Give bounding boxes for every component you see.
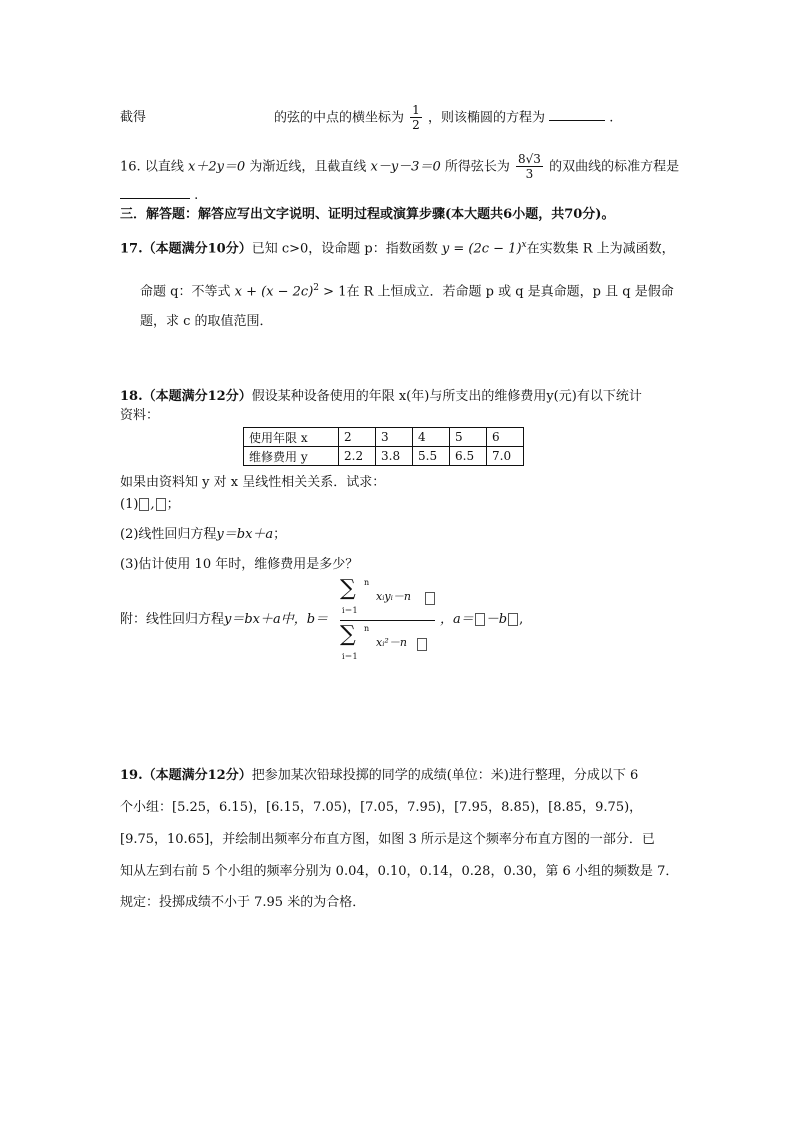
- q16-fraction: [516, 152, 543, 182]
- q15-frac-num: 1: [412, 103, 420, 117]
- q17-text2a: 命题 q：不等式: [140, 284, 231, 300]
- q17-function: y = (2c − 1): [441, 241, 522, 257]
- q16-line: [120, 152, 679, 182]
- b-hat-label: b＝: [306, 612, 329, 627]
- q15-answer-blank: [549, 120, 605, 121]
- q16-answer-blank: [120, 198, 190, 199]
- q18-appendix: [120, 612, 328, 628]
- sum-lower: i＝1: [342, 652, 358, 661]
- sum-symbol-icon: ∑: [340, 576, 356, 601]
- q18-part1: (1) , ；: [120, 497, 180, 512]
- q19-line5: 规定：投掷成绩不小于 7.95 米的为合格．: [120, 895, 366, 910]
- q16-text1: 以直线: [144, 159, 184, 175]
- sum-upper: n: [364, 624, 370, 633]
- q18-data-table: [243, 427, 524, 466]
- a-hat-label: ，a＝: [440, 612, 474, 627]
- table-cell: 6.5: [450, 447, 487, 466]
- q15-frac-den: 2: [412, 118, 420, 133]
- sum-symbol-icon: ∑: [340, 622, 356, 647]
- q17-inequality: x + (x − 2c): [234, 284, 314, 300]
- q16-line-eq: x－y－3＝0: [370, 159, 441, 175]
- q16-asymptote: x＋2y＝0: [187, 159, 246, 175]
- xbar-glyph-icon: [508, 613, 518, 626]
- table-row: [244, 447, 524, 466]
- q16-answer-line: [120, 188, 198, 204]
- xbar-ybar-glyph-icon: [425, 592, 435, 605]
- q18-heading: 18.（本题满分12分）: [120, 389, 252, 404]
- q17-exponent: x: [521, 240, 527, 250]
- table-cell: 2: [339, 428, 376, 447]
- q15-suffix: ，则该椭圆的方程为: [427, 110, 545, 126]
- q16-frac-den: 3: [525, 167, 534, 182]
- table-cell: 5.5: [413, 447, 450, 466]
- q17-line1: [120, 240, 675, 257]
- table-cell: 5: [450, 428, 487, 447]
- b-hat-numerator: [340, 578, 435, 621]
- q16-frac-num: 8√3: [518, 152, 541, 166]
- numerator-term: xᵢyᵢ－n: [376, 590, 411, 603]
- table-cell: 3.8: [376, 447, 413, 466]
- q18-line1: [120, 389, 642, 405]
- table-cell: 4: [413, 428, 450, 447]
- q16-number: 16.: [120, 159, 141, 175]
- q15-continuation: [120, 110, 146, 126]
- q15-fraction: [410, 103, 422, 133]
- q15-prefix: 截得: [120, 110, 147, 125]
- ybar-glyph-icon: [475, 613, 485, 626]
- q18-part2-text: (2)线性回归方程: [120, 527, 217, 542]
- q16-text3: 所得弦长为: [444, 159, 510, 175]
- q17-line3: 题，求 c 的取值范围．: [140, 314, 273, 329]
- q19-line4: 知从左到右前 5 个小组的频率分别为 0.04，0.10，0.14，0.28，0.30，第 6 小组的频数是 7．: [120, 864, 679, 879]
- q17-line2: [140, 283, 674, 300]
- a-hat-end: ,: [519, 612, 524, 627]
- sum-upper: n: [364, 578, 370, 587]
- xbar-glyph-icon: [139, 498, 149, 511]
- q18-text1: 假设某种设备使用的年限 x(年)与所支出的维修费用y(元)有以下统计: [251, 389, 642, 404]
- table-cell: 2.2: [339, 447, 376, 466]
- a-hat-mid: －b: [485, 612, 508, 627]
- denominator-term: xᵢ²－n: [376, 636, 407, 649]
- appendix-text: 附：线性回归方程: [120, 612, 225, 627]
- table-cell: 6: [487, 428, 524, 447]
- q19-line2: 个小组：[5.25，6.15)，[6.15，7.05)，[7.05，7.95)，[7.95，8.85)，[8.85，9.75)，: [120, 800, 643, 815]
- table-row: [244, 428, 524, 447]
- q18-part2-end: ；: [273, 527, 287, 542]
- q16-text4: 的双曲线的标准方程是: [549, 159, 680, 175]
- b-hat-denominator: [340, 624, 435, 666]
- q17-text1: 已知 c>0，设命题 p：指数函数: [251, 241, 438, 257]
- sum-lower: i＝1: [342, 606, 358, 615]
- xbar-sq-glyph-icon: [417, 638, 427, 651]
- ybar-glyph-icon: [156, 498, 166, 511]
- q18-line2: 资料：: [120, 408, 160, 423]
- table-cell: 7.0: [487, 447, 524, 466]
- q17-heading: 17.（本题满分10分）: [120, 241, 252, 257]
- q18-part1-end: ；: [166, 497, 180, 512]
- q16-period: .: [194, 188, 199, 203]
- q18-part3: (3)估计使用 10 年时，维修费用是多少？: [120, 557, 359, 572]
- table-cell: 3: [376, 428, 413, 447]
- table-row-label: 使用年限 x: [244, 428, 339, 447]
- appendix-regression-eq: y＝bx＋a中，: [224, 612, 307, 627]
- q18-part1-label: (1): [120, 497, 139, 512]
- table-row-label: 维修费用 y: [244, 447, 339, 466]
- q19-line3: [9.75，10.65]，并绘制出频率分布直方图，如图 3 所示是这个频率分布直方图的一部分．已: [120, 832, 655, 847]
- q19-line1: [120, 768, 638, 784]
- q19-text1: 把参加某次铅球投掷的同学的成绩(单位：米)进行整理，分成以下 6: [251, 768, 639, 783]
- q17-text1b: 在实数集 R 上为减函数，: [526, 241, 675, 257]
- q18-regression-eq: y＝bx＋a: [216, 527, 274, 542]
- q19-heading: 19.（本题满分12分）: [120, 768, 252, 783]
- q15-middle-text: 的弦的中点的横坐标为: [274, 110, 405, 126]
- q17-ineq-exponent: 2: [313, 283, 320, 293]
- q16-text2: 为渐近线，且截直线: [249, 159, 367, 175]
- q18-part2: [120, 527, 286, 543]
- q15-line: [274, 103, 613, 133]
- q17-text2b: > 1在 R 上恒成立．若命题 p 或 q 是真命题，p 且 q 是假命: [319, 284, 674, 300]
- q15-end: .: [609, 110, 614, 126]
- q18-line3: 如果由资料知 y 对 x 呈线性相关关系．试求：: [120, 475, 386, 490]
- section3-heading: 三．解答题：解答应写出文字说明、证明过程或演算步骤(本大题共6小题，共70分)。: [120, 207, 615, 222]
- a-hat-formula: [440, 612, 523, 628]
